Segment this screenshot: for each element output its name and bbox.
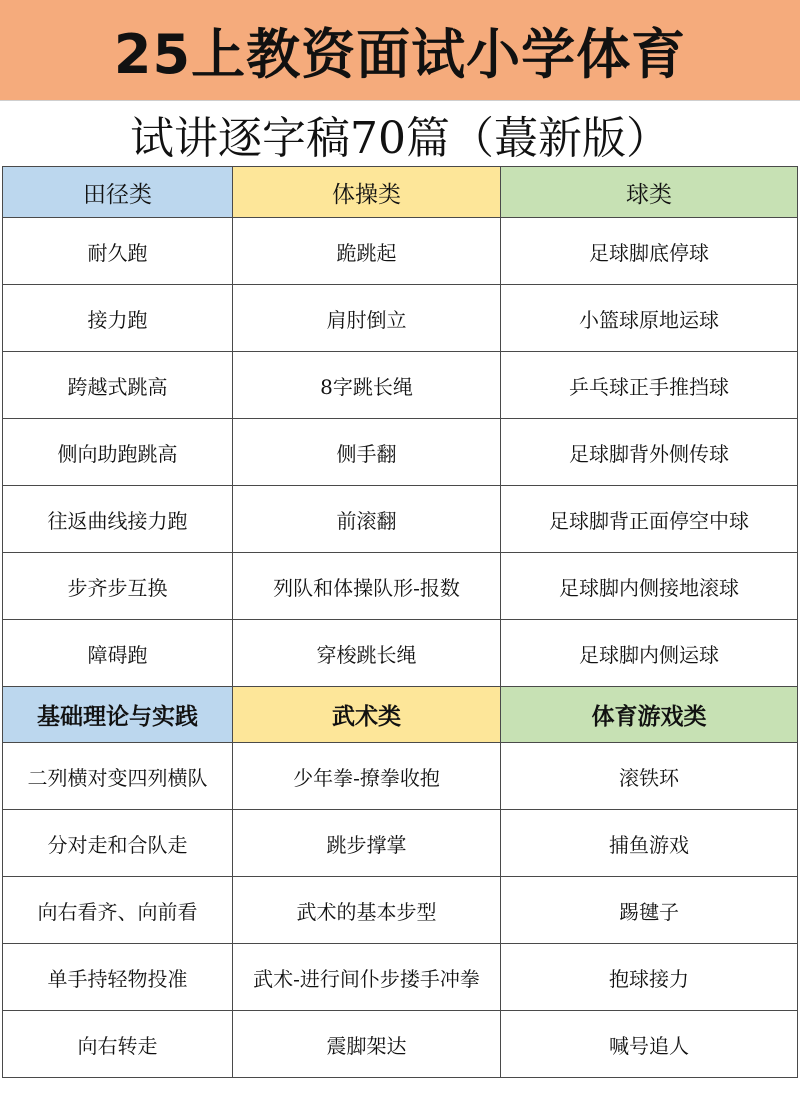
table-cell: 滚铁环: [501, 743, 798, 810]
page-title: 25上教资面试小学体育: [113, 22, 687, 86]
subtitle-banner: [0, 100, 800, 167]
table-cell: 往返曲线接力跑: [3, 486, 233, 553]
table-cell: 接力跑: [3, 285, 233, 352]
table-row: [3, 553, 798, 620]
table-row: [3, 1011, 798, 1078]
table-cell: 跨越式跳高: [3, 352, 233, 419]
table-cell: 跳步撑掌: [233, 810, 501, 877]
table-row: [3, 620, 798, 687]
title-banner: [0, 0, 800, 100]
table-cell: 侧向助跑跳高: [3, 419, 233, 486]
section2-header-games: 体育游戏类: [501, 687, 798, 743]
table-row: [3, 743, 798, 810]
table-cell: 列队和体操队形-报数: [233, 553, 501, 620]
table-cell: 足球脚内侧运球: [501, 620, 798, 687]
table-row: [3, 419, 798, 486]
table-row: [3, 218, 798, 285]
table-cell: 8字跳长绳: [233, 352, 501, 419]
table-cell: 分对走和合队走: [3, 810, 233, 877]
table-row: [3, 352, 798, 419]
table-cell: 障碍跑: [3, 620, 233, 687]
table-cell: 武术的基本步型: [233, 877, 501, 944]
table-cell: 少年拳-撩拳收抱: [233, 743, 501, 810]
section1-header-row: [3, 167, 798, 218]
table-cell: 跪跳起: [233, 218, 501, 285]
section2-header-martial-arts: 武术类: [233, 687, 501, 743]
table-row: [3, 877, 798, 944]
table-cell: 乒乓球正手推挡球: [501, 352, 798, 419]
table-cell: 二列横对变四列横队: [3, 743, 233, 810]
table-cell: 武术-进行间仆步搂手冲拳: [233, 944, 501, 1011]
table-cell: 捕鱼游戏: [501, 810, 798, 877]
table-cell: 穿梭跳长绳: [233, 620, 501, 687]
table-cell: 小篮球原地运球: [501, 285, 798, 352]
table-row: [3, 810, 798, 877]
section2-header-row: [3, 687, 798, 743]
table-cell: 足球脚背外侧传球: [501, 419, 798, 486]
table-cell: 足球脚内侧接地滚球: [501, 553, 798, 620]
section1-header-ball: 球类: [501, 167, 798, 218]
table-cell: 喊号追人: [501, 1011, 798, 1078]
table-cell: 震脚架达: [233, 1011, 501, 1078]
table-cell: 抱球接力: [501, 944, 798, 1011]
topic-table: [2, 166, 798, 1078]
table-cell: 耐久跑: [3, 218, 233, 285]
table-row: [3, 486, 798, 553]
table-cell: 前滚翻: [233, 486, 501, 553]
page-subtitle: 试讲逐字稿70篇（蕞新版）: [130, 113, 670, 164]
section1-header-gymnastics: 体操类: [233, 167, 501, 218]
table-cell: 向右看齐、向前看: [3, 877, 233, 944]
table-cell: 肩肘倒立: [233, 285, 501, 352]
table-cell: 单手持轻物投准: [3, 944, 233, 1011]
table-row: [3, 944, 798, 1011]
section1-header-track: 田径类: [3, 167, 233, 218]
table-cell: 足球脚背正面停空中球: [501, 486, 798, 553]
table-cell: 侧手翻: [233, 419, 501, 486]
table-row: [3, 285, 798, 352]
table-cell: 步齐步互换: [3, 553, 233, 620]
table-cell: 足球脚底停球: [501, 218, 798, 285]
table-cell: 踢毽子: [501, 877, 798, 944]
section2-header-theory: 基础理论与实践: [3, 687, 233, 743]
table-cell: 向右转走: [3, 1011, 233, 1078]
